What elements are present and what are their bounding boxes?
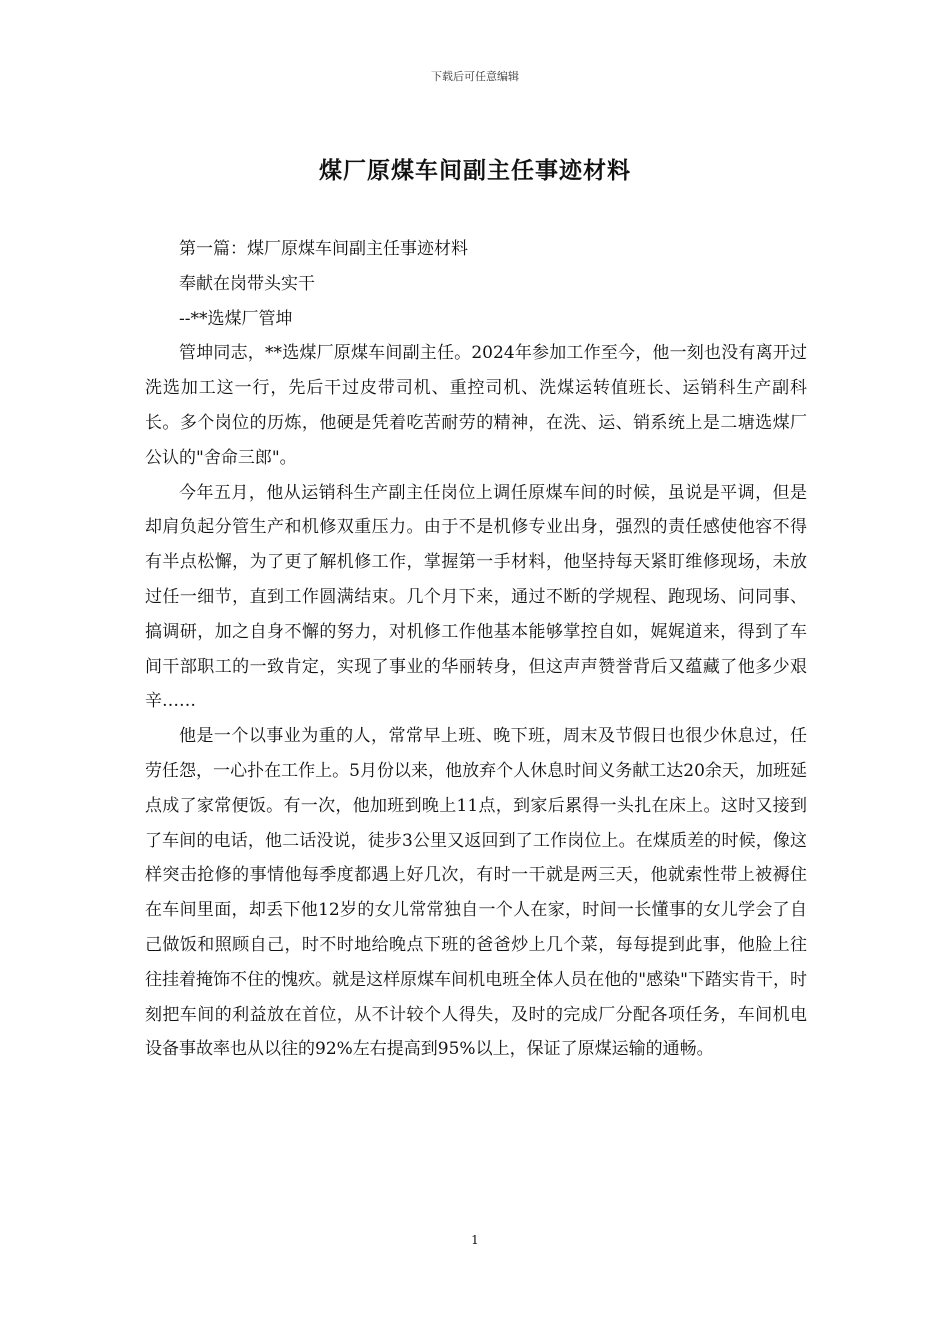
byline: --**选煤厂管坤 — [179, 308, 293, 329]
document-title: 煤厂原煤车间副主任事迹材料 — [319, 157, 631, 184]
paragraph-3: 他是一个以事业为重的人，常常早上班、晚下班，周末及节假日也很少休息过，任劳任怨，一心扑在工作上。5月份以来，他放弃个人休息时间义务献工达20余天，加班延点成了家常便饭。有一次，他加班到晚上11点，到家后累得一头扎在床上。这时又接到了车间的电话，他二话没说，徒步3公里又返回到了工作岗位上。在煤质差的时候，像这样突击抢修的事情他每季度都遇上好几次，有时一干就是两三天，他就索性带上被褥住在车间里面，却丢下他12岁的女儿常常独自一个人在家，时间一长懂事的女儿学会了自己做饭和照顾自己，时不时地给晚点下班的爸爸炒上几个菜，每每提到此事，他脸上往往挂着掩饰不住的愧疚。就是这样原煤车间机电班全体人员在他的"感染"下踏实肯干，时刻把车间的利益放在首位，从不计较个人得失，及时的完成厂分配各项任务，车间机电设备事故率也从以往的92%左右提高到95%以上，保证了原煤运输的通畅。 — [145, 726, 807, 1060]
document-body — [145, 232, 807, 1067]
subtitle-line: 奉献在岗带头实干 — [179, 273, 315, 294]
chapter-heading: 第一篇：煤厂原煤车间副主任事迹材料 — [179, 239, 468, 259]
paragraph-2: 今年五月，他从运销科生产副主任岗位上调任原煤车间的时候，虽说是平调，但是却肩负起分管生产和机修双重压力。由于不是机修专业出身，强烈的责任感使他容不得有半点松懈，为了更了解机修工作，掌握第一手材料，他坚持每天紧盯维修现场，未放过任一细节，直到工作圆满结束。几个月下来，通过不断的学规程、跑现场、问同事、搞调研，加之自身不懈的努力，对机修工作他基本能够掌控自如，娓娓道来，得到了车间干部职工的一致肯定，实现了事业的华丽转身，但这声声赞誉背后又蕴藏了他多少艰辛…… — [145, 482, 807, 712]
header-note: 下载后可任意编辑 — [431, 70, 519, 83]
paragraph-1: 管坤同志，**选煤厂原煤车间副主任。2024年参加工作至今，他一刻也没有离开过洗选加工这一行，先后干过皮带司机、重控司机、洗煤运转值班长、运销科生产副科长。多个岗位的历炼，他硬是凭着吃苦耐劳的精神，在洗、运、销系统上是二塘选煤厂公认的"舍命三郎"。 — [145, 343, 807, 468]
page-number: 1 — [471, 1233, 479, 1247]
